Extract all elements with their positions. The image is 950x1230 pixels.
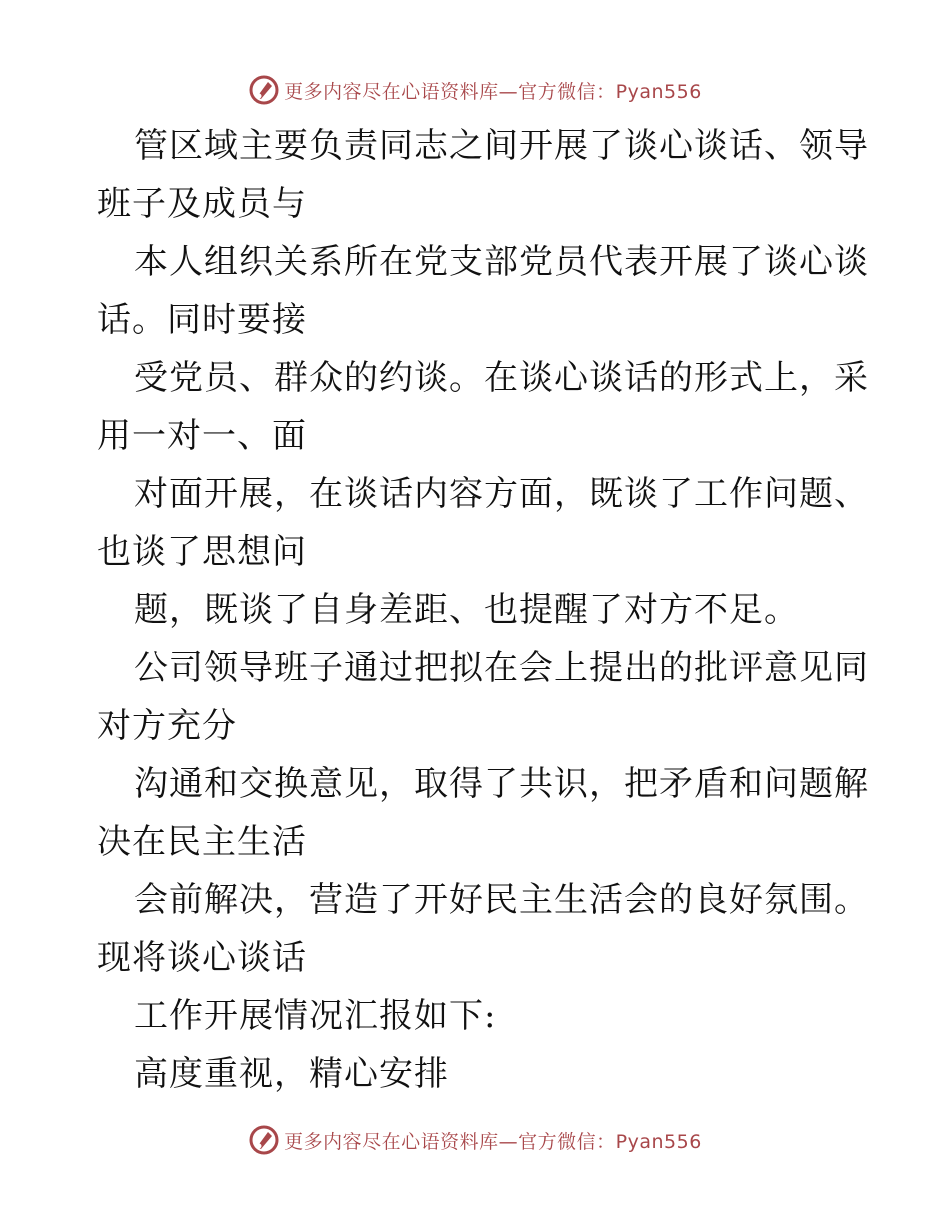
body-line: 对面开展，在谈话内容方面，既谈了工作问题、 — [134, 474, 869, 514]
body-line: 现将谈心谈话 — [97, 938, 307, 978]
body-line: 决在民主生活 — [97, 822, 307, 862]
pen-nib-logo-icon — [248, 74, 280, 106]
header-watermark-text: 更多内容尽在心语资料库—官方微信：Pyan556 — [284, 80, 702, 103]
footer-watermark-banner — [0, 1120, 950, 1160]
body-line: 工作开展情况汇报如下: — [134, 996, 497, 1036]
body-line: 本人组织关系所在党支部党员代表开展了谈心谈 — [134, 242, 869, 282]
body-line: 对方充分 — [97, 706, 237, 746]
body-line: 话。同时要接 — [97, 300, 307, 340]
body-line: 也谈了思想问 — [97, 532, 307, 572]
body-line: 公司领导班子通过把拟在会上提出的批评意见同 — [134, 648, 869, 688]
body-line: 班子及成员与 — [97, 184, 307, 224]
body-line: 受党员、群众的约谈。在谈心谈话的形式上，采 — [134, 358, 869, 398]
body-line: 会前解决，营造了开好民主生活会的良好氛围。 — [134, 880, 869, 920]
footer-watermark-text: 更多内容尽在心语资料库—官方微信：Pyan556 — [284, 1130, 702, 1153]
body-line: 沟通和交换意见，取得了共识，把矛盾和问题解 — [134, 764, 869, 804]
header-watermark-banner — [0, 70, 950, 110]
body-line: 题，既谈了自身差距、也提醒了对方不足。 — [134, 590, 799, 630]
body-line: 高度重视，精心安排 — [134, 1054, 449, 1094]
body-line: 管区域主要负责同志之间开展了谈心谈话、领导 — [134, 126, 869, 166]
body-line: 用一对一、面 — [97, 416, 307, 456]
pen-nib-logo-icon — [248, 1124, 280, 1156]
